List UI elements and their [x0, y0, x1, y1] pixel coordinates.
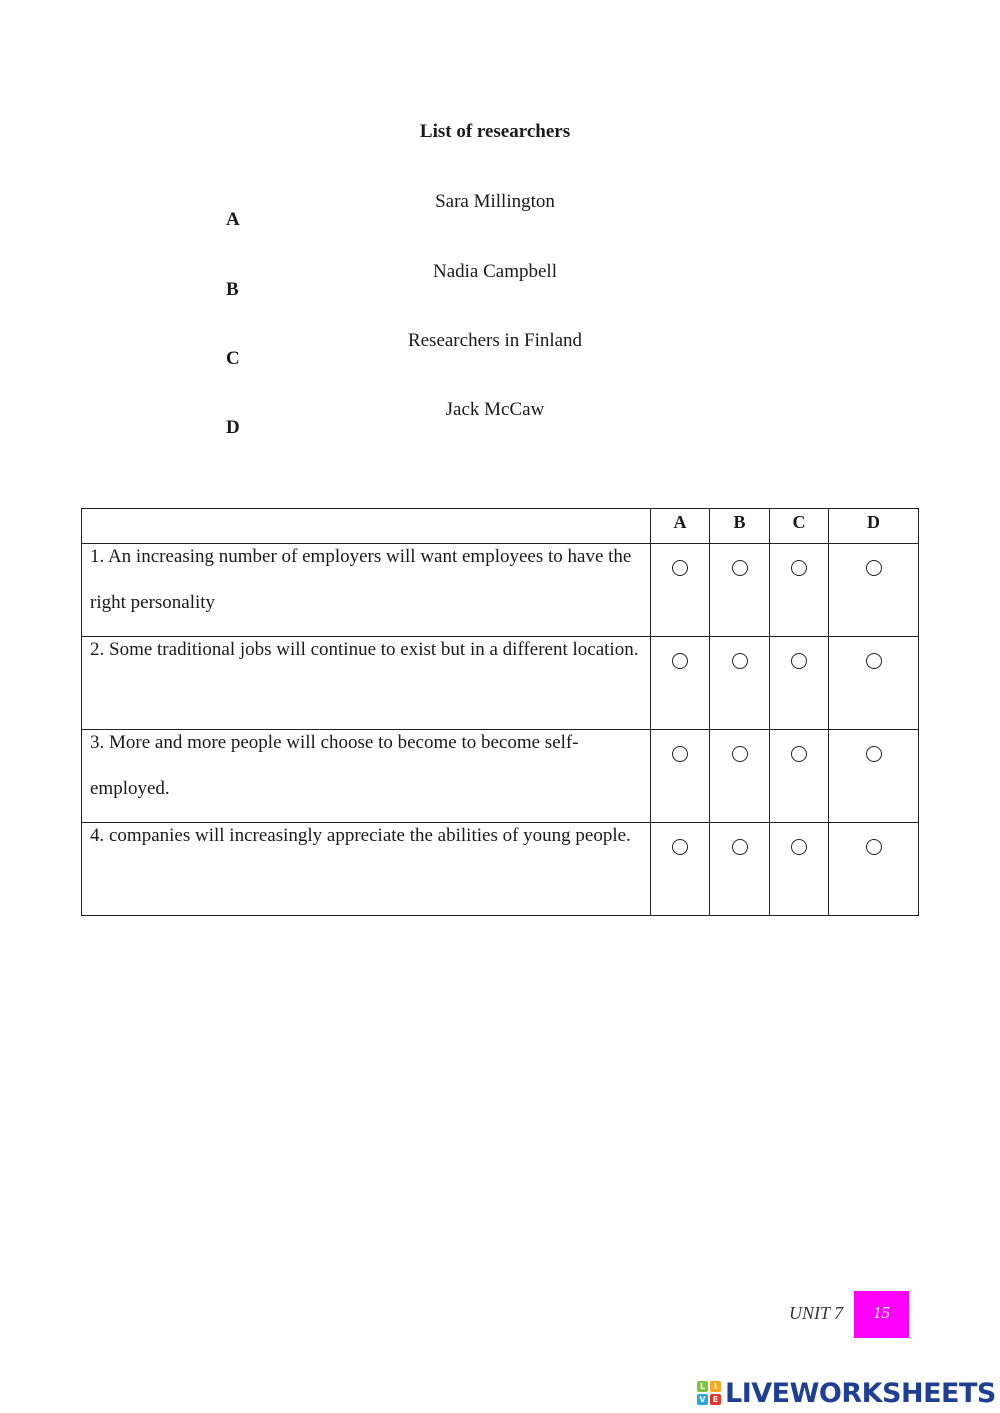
option-cell-c [770, 730, 829, 823]
option-cell-b [710, 544, 770, 637]
radio-button-3-a[interactable] [672, 746, 688, 762]
table-row [82, 823, 919, 916]
option-cell-d [829, 823, 919, 916]
radio-button-1-b[interactable] [732, 560, 748, 576]
header-cell-b: B [710, 509, 770, 544]
radio-button-4-c[interactable] [791, 839, 807, 855]
table-row [82, 544, 919, 637]
statement-text: 3. More and more people will choose to become to become self-employed. [90, 732, 579, 799]
option-cell-d [829, 637, 919, 730]
option-cell-b [710, 823, 770, 916]
statement-cell [82, 730, 651, 823]
statement-text: 4. companies will increasingly appreciate the abilities of young people. [90, 825, 631, 846]
option-cell-c [770, 823, 829, 916]
logo-mark-cell: E [710, 1394, 721, 1405]
logo-mark-cell: I [710, 1381, 721, 1392]
radio-button-1-a[interactable] [672, 560, 688, 576]
researcher-name-a: Sara Millington [435, 191, 555, 212]
liveworksheets-logo [697, 1378, 996, 1408]
statement-cell [82, 637, 651, 730]
option-cell-b [710, 637, 770, 730]
option-cell-c [770, 544, 829, 637]
logo-text: LIVEWORKSHEETS [725, 1377, 996, 1409]
statement-text: 1. An increasing number of employers will want employees to have the right personality [90, 546, 632, 613]
option-cell-a [651, 544, 710, 637]
logo-mark-cell: L [697, 1381, 708, 1392]
header-cell-d: D [829, 509, 919, 544]
option-cell-c [770, 637, 829, 730]
researcher-letter-c: C [226, 348, 240, 369]
radio-button-2-b[interactable] [732, 653, 748, 669]
statement-cell [82, 823, 651, 916]
radio-button-3-c[interactable] [791, 746, 807, 762]
researcher-name-c: Researchers in Finland [407, 330, 583, 351]
radio-button-2-d[interactable] [866, 653, 882, 669]
radio-button-4-a[interactable] [672, 839, 688, 855]
radio-button-2-c[interactable] [791, 653, 807, 669]
option-cell-d [829, 544, 919, 637]
radio-button-4-b[interactable] [732, 839, 748, 855]
matching-table [81, 508, 919, 916]
radio-button-2-a[interactable] [672, 653, 688, 669]
option-cell-a [651, 730, 710, 823]
page-title: List of researchers [419, 121, 571, 142]
researcher-letter-b: B [226, 279, 239, 300]
footer-unit-label: UNIT 7 [789, 1303, 844, 1323]
radio-button-1-d[interactable] [866, 560, 882, 576]
researcher-letter-a: A [226, 209, 240, 230]
radio-button-1-c[interactable] [791, 560, 807, 576]
option-cell-b [710, 730, 770, 823]
statement-cell [82, 544, 651, 637]
option-cell-a [651, 637, 710, 730]
table-row [82, 637, 919, 730]
header-cell-c: C [770, 509, 829, 544]
table-row [82, 730, 919, 823]
header-cell-a: A [651, 509, 710, 544]
option-cell-d [829, 730, 919, 823]
page-number-badge: 15 [854, 1291, 909, 1338]
logo-mark-cell: V [697, 1394, 708, 1405]
statement-text: 2. Some traditional jobs will continue to exist but in a different location. [90, 639, 639, 660]
researcher-name-b: Nadia Campbell [433, 261, 557, 282]
radio-button-4-d[interactable] [866, 839, 882, 855]
researcher-letter-d: D [226, 417, 240, 438]
option-cell-a [651, 823, 710, 916]
radio-button-3-d[interactable] [866, 746, 882, 762]
radio-button-3-b[interactable] [732, 746, 748, 762]
researcher-name-d: Jack McCaw [445, 399, 545, 420]
logo-mark-icon [697, 1381, 721, 1405]
